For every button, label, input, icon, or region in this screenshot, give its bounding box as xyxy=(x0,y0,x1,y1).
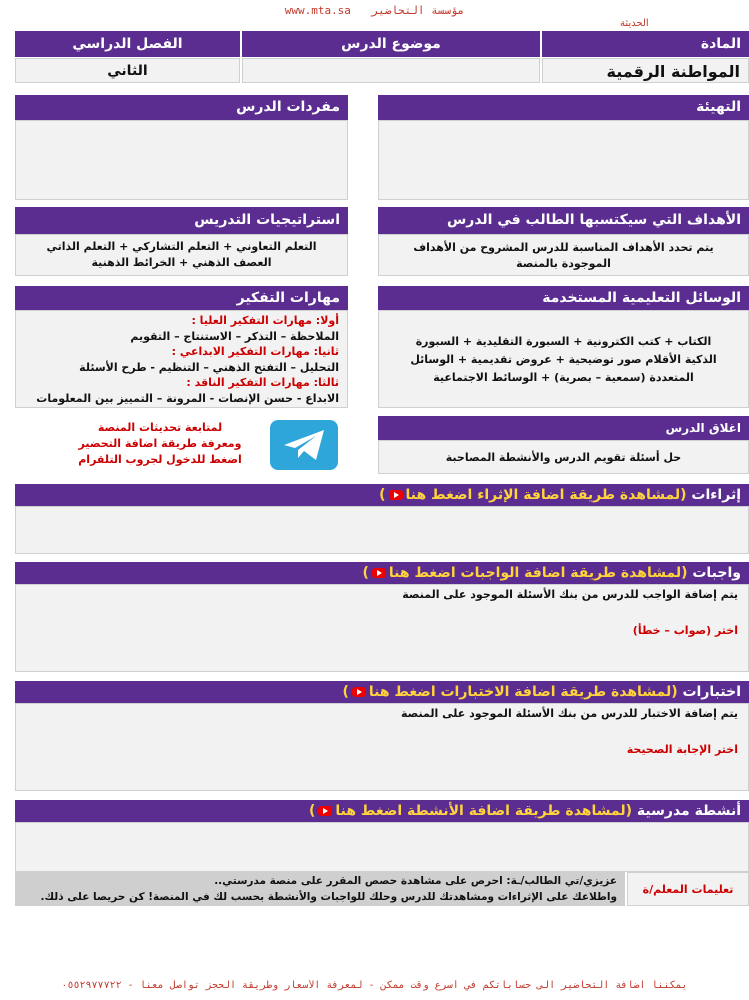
info-subject-value: المواطنة الرقمية xyxy=(542,58,749,83)
info-topic-value xyxy=(242,58,540,83)
thinking-title: مهارات التفكير xyxy=(15,286,348,310)
telegram-promo[interactable] xyxy=(60,420,260,470)
info-subject-label: المادة xyxy=(542,31,749,57)
objectives-title: الأهداف التي سيكتسبها الطالب في الدرس xyxy=(378,207,749,234)
thinking-text-1: الملاحظة – التذكر – الاستنتاج – التقويم xyxy=(130,329,339,343)
intro-box xyxy=(378,120,749,200)
thinking-heading-3: ثالثا: مهارات التفكير الناقد : xyxy=(186,376,339,389)
tools-title: الوسائل التعليمية المستخدمة xyxy=(378,286,749,310)
homework-header xyxy=(15,562,749,584)
tests-link[interactable]: (لمشاهدة طريقة اضافة الاختبارات اضغط هنا) xyxy=(342,684,678,700)
telegram-icon[interactable] xyxy=(270,420,338,470)
strategies-title: استراتيجيات التدريس xyxy=(15,207,348,234)
telegram-line-3: اضغط للدخول لجروب التلقرام xyxy=(78,453,242,466)
activities-header xyxy=(15,800,749,822)
teacher-label: تعليمات المعلم/ة xyxy=(627,872,749,906)
org-sub: الحديثة xyxy=(620,18,649,29)
youtube-icon xyxy=(318,806,332,816)
thinking-box xyxy=(15,310,348,408)
enrichment-box xyxy=(15,506,749,554)
activities-title: أنشطة مدرسية xyxy=(636,803,741,819)
info-semester-value: الثاني xyxy=(15,58,240,83)
thinking-text-3: الابداع - حسن الإنصات - المرونة – التمييز بين المعلومات xyxy=(36,391,339,405)
youtube-icon xyxy=(352,687,366,697)
info-table xyxy=(15,31,749,83)
thinking-heading-1: أولا: مهارات التفكير العليا : xyxy=(191,314,339,327)
homework-title: واجبات xyxy=(692,565,741,581)
vocab-box xyxy=(15,120,348,200)
strategies-box xyxy=(15,234,348,276)
footer-text: يمكننا اضافة التحاضير الى حساباتكم في أسرع وقت ممكن - لمعرفة الأسعار وطريقة الحجز تواصل معنا - ٠٥٥٢٩٧٧٧٢٢ xyxy=(61,980,688,991)
enrichment-header xyxy=(15,484,749,506)
closing-text: حل أسئلة تقويم الدرس والأنشطة المصاحبة xyxy=(378,440,749,474)
homework-text: يتم إضافة الواجب للدرس من بنك الأسئلة الموجود على المنصة xyxy=(402,588,738,601)
telegram-line-2: ومعرفة طريقة اضافة التحضير xyxy=(78,437,242,450)
thinking-text-2: التحليل – التفتح الذهني – التنظيم - طرح الأسئلة xyxy=(79,360,339,374)
youtube-icon xyxy=(389,490,403,500)
tests-text: يتم إضافة الاختبار للدرس من بنك الأسئلة الموجود على المنصة xyxy=(401,707,738,720)
telegram-line-1: لمتابعة تحديثات المنصة xyxy=(97,421,223,434)
tests-title: اختبارات xyxy=(682,684,741,700)
enrichment-link[interactable]: (لمشاهدة طريقة اضافة الإثراء اضغط هنا) xyxy=(379,487,687,503)
org-name: مؤسسة التحاضير xyxy=(371,4,465,17)
homework-link[interactable]: (لمشاهدة طريقة اضافة الواجبات اضغط هنا) xyxy=(362,565,688,581)
info-semester-label: الفصل الدراسي xyxy=(15,31,240,57)
intro-title: التهيئة xyxy=(378,95,749,120)
teacher-instructions xyxy=(15,872,749,906)
tests-header xyxy=(15,681,749,703)
site-url[interactable]: www.mta.sa xyxy=(284,4,351,17)
tests-type: اختر الإجابة الصحيحة xyxy=(626,743,738,756)
thinking-heading-2: ثانيا: مهارات التفكير الابداعي : xyxy=(171,345,339,358)
tools-text: الكتاب + كتب الكترونية + السبورة التقليدية + السبورة الذكية الأقلام صور توضيحية + عروض تقديمية + الوسائل المتعددة (سمعية – بصرية) + الوسائط الاجتماعية xyxy=(378,310,749,408)
enrichment-title: إثراءات xyxy=(691,487,741,503)
homework-box xyxy=(15,584,749,672)
activities-box xyxy=(15,822,749,872)
closing-title: اغلاق الدرس xyxy=(378,416,749,440)
homework-type: اختر (صواب – خطأ) xyxy=(632,624,738,637)
vocab-title: مفردات الدرس xyxy=(15,95,348,120)
strategies-line2: العصف الذهني + الخرائط الذهنية xyxy=(91,256,272,269)
info-topic-label: موضوع الدرس xyxy=(242,31,540,57)
tests-box xyxy=(15,703,749,791)
objectives-text: يتم تحدد الأهداف المناسبة للدرس المشروح من الأهداف الموجودة بالمنصة xyxy=(378,234,749,276)
teacher-line-1: عزيزي/تي الطالب/ـة: احرص على مشاهدة حصص المقرر على منصة مدرستي.. xyxy=(214,875,617,887)
strategies-line1: التعلم التعاوني + التعلم التشاركي + التعلم الذاتي xyxy=(46,240,317,253)
youtube-icon xyxy=(372,568,386,578)
teacher-line-2: واطلاعك على الإثراءات ومشاهدتك للدرس وحلك للواجبات والأنشطة بحسب لك في المنصة! كن حريصا على ذلك. xyxy=(40,891,617,903)
teacher-text xyxy=(15,872,625,906)
activities-link[interactable]: (لمشاهدة طريقة اضافة الأنشطة اضغط هنا) xyxy=(308,803,633,819)
